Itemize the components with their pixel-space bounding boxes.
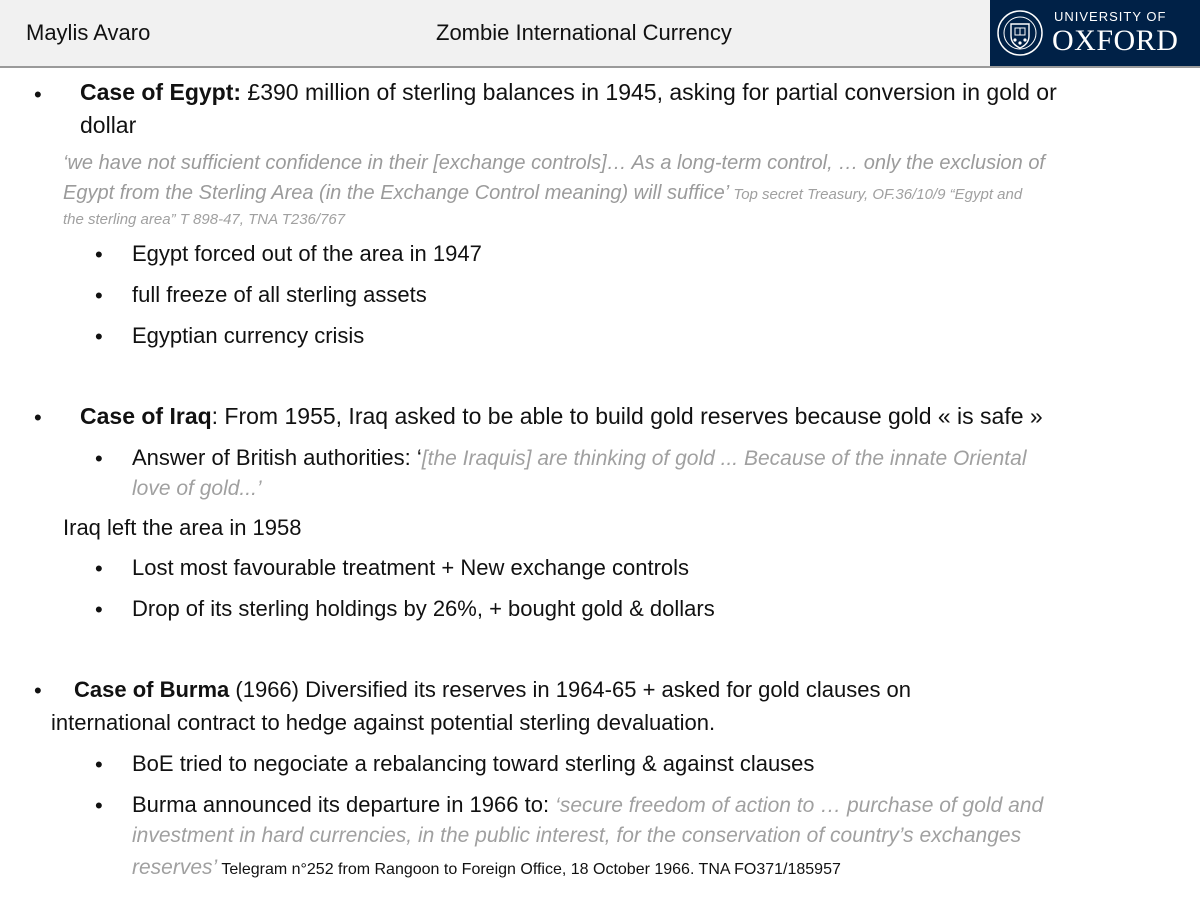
- egypt-source: Top secret Treasury, OF.36/10/9 “Egypt and: [729, 186, 1023, 203]
- author-name: Maylis Avaro: [26, 20, 151, 45]
- iraq-answer-line-1: Answer of British authorities: ‘[the Iraquis] are thinking of gold ... Because of the innate Oriental: [132, 445, 1027, 470]
- bullet-marker: •: [34, 82, 42, 107]
- egypt-bullet-1: Egypt forced out of the area in 1947: [132, 241, 482, 266]
- egypt-line-1: Case of Egypt: £390 million of sterling balances in 1945, asking for partial conversion in gold or: [80, 79, 1057, 105]
- logo-main-text: OXFORD: [1052, 24, 1179, 57]
- oxford-logo: [990, 0, 1200, 66]
- oxford-crest-icon: [996, 6, 1044, 60]
- burma-bullet-1: BoE tried to negociate a rebalancing toward sterling & against clauses: [132, 751, 815, 776]
- burma-line-2: international contract to hedge against potential sterling devaluation.: [51, 710, 716, 735]
- iraq-left-text: Iraq left the area in 1958: [63, 515, 302, 540]
- egypt-heading: Case of Egypt:: [80, 79, 242, 105]
- bullet-marker: •: [34, 678, 42, 703]
- egypt-bullet-3: Egyptian currency crisis: [132, 323, 365, 348]
- bullet-marker: •: [95, 793, 103, 818]
- slide-header: [0, 0, 1200, 68]
- egypt-source-2: the sterling area” T 898-47, TNA T236/767: [63, 211, 346, 228]
- burma-bullet-2-line-3: reserves’ Telegram n°252 from Rangoon to Foreign Office, 18 October 1966. TNA FO371/185957: [132, 856, 841, 879]
- egypt-line-2: dollar: [80, 112, 137, 138]
- bullet-marker: •: [95, 556, 103, 581]
- bullet-marker: •: [95, 242, 103, 267]
- burma-line-1: Case of Burma (1966) Diversified its reserves in 1964-65 + asked for gold clauses on: [74, 677, 912, 702]
- burma-bullet-2-line-2: investment in hard currencies, in the public interest, for the conservation of country’s exchanges: [132, 824, 1022, 847]
- bullet-marker: •: [34, 405, 42, 430]
- bullet-marker: •: [95, 752, 103, 777]
- iraq-heading: Case of Iraq: [80, 403, 212, 429]
- iraq-bullet-1: Lost most favourable treatment + New exchange controls: [132, 555, 690, 580]
- logo-top-text: UNIVERSITY OF: [1054, 9, 1167, 24]
- bullet-marker: •: [95, 597, 103, 622]
- burma-bullet-2-line-1: Burma announced its departure in 1966 to: ‘secure freedom of action to … purchase of gold and: [132, 792, 1044, 817]
- iraq-answer-line-2: love of gold...’: [132, 477, 262, 500]
- egypt-quote-1: ‘we have not sufficient confidence in their [exchange controls]… As a long-term control, … only the exclusion of: [63, 152, 1045, 174]
- egypt-bullet-2: full freeze of all sterling assets: [132, 282, 427, 307]
- bullet-marker: •: [95, 446, 103, 471]
- slide-title: Zombie International Currency: [436, 20, 732, 45]
- iraq-bullet-2: Drop of its sterling holdings by 26%, + bought gold & dollars: [132, 596, 715, 621]
- bullet-marker: •: [95, 283, 103, 308]
- burma-telegram-source: Telegram n°252 from Rangoon to Foreign Office, 18 October 1966. TNA FO371/185957: [217, 861, 841, 878]
- bullet-marker: •: [95, 324, 103, 349]
- egypt-quote-2: Egypt from the Sterling Area (in the Exchange Control meaning) will suffice’ Top secret Treasury, OF.36/10/9 “Egypt and: [63, 182, 1023, 204]
- iraq-line-1: Case of Iraq: From 1955, Iraq asked to be able to build gold reserves because gold « is safe »: [80, 403, 1043, 429]
- burma-heading: Case of Burma: [74, 677, 230, 702]
